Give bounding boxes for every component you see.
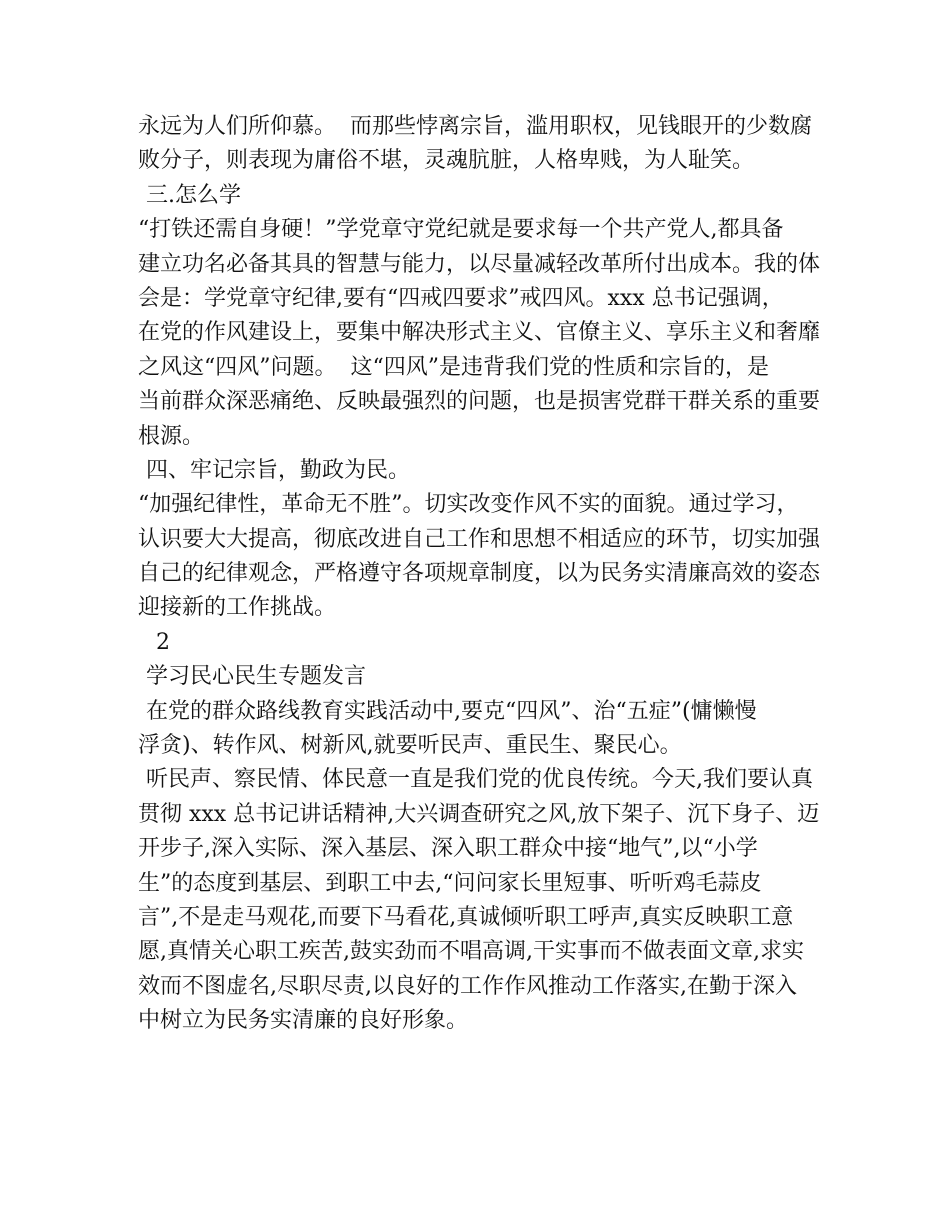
text-line: 根源。	[138, 423, 205, 449]
section-number: 2	[156, 629, 170, 655]
text-line: 建立功名必备其具的智慧与能力，以尽量减轻改革所付出成本。我的体	[138, 251, 821, 277]
section-heading-4: 四、牢记宗旨，勤政为民。	[146, 457, 411, 483]
text-line: 听民声、察民情、体民意一直是我们党的优良传统。今天,我们要认真	[146, 767, 813, 793]
text-line: 当前群众深恶痛绝、反映最强烈的问题，也是损害党群干群关系的重要	[138, 389, 821, 415]
text-line: 浮贪)、转作风、树新风,就要听民声、重民生、聚民心。	[138, 733, 682, 759]
text-line: 贯彻 xxx 总书记讲话精神,大兴调查研究之风,放下架子、沉下身子、迈	[138, 801, 820, 827]
text-line: 迎接新的工作挑战。	[138, 595, 337, 621]
text-line: 会是：学党章守纪律,要有“四戒四要求”戒四风。xxx 总书记强调，	[138, 285, 784, 311]
text-line: 认识要大大提高，彻底改进自己工作和思想不相适应的环节，切实加强	[138, 526, 821, 552]
text-line: 愿,真情关心职工疾苦,鼓实劲而不唱高调,干实事而不做表面文章,求实	[138, 939, 804, 965]
text-line: 败分子，则表现为庸俗不堪，灵魂肮脏，人格卑贱，为人耻笑。	[138, 148, 755, 174]
article-title: 学习民心民生专题发言	[146, 664, 367, 690]
text-line: 在党的群众路线教育实践活动中,要克“四风”、治“五症”(慵懒慢	[146, 698, 757, 724]
text-line: 效而不图虚名,尽职尽责,以良好的工作作风推动工作落实,在勤于深入	[138, 973, 797, 999]
text-line: 言”,不是走马观花,而要下马看花,真诚倾听职工呼声,真实反映职工意	[138, 904, 794, 930]
text-line: “加强纪律性，革命无不胜”。切实改变作风不实的面貌。通过学习，	[138, 492, 799, 518]
text-line: 生”的态度到基层、到职工中去,“问问家长里短事、听听鸡毛蒜皮	[138, 870, 762, 896]
text-line: 之风这“四风”问题。 这“四风”是违背我们党的性质和宗旨的，是	[138, 354, 769, 380]
section-heading-3: 三.怎么学	[146, 182, 241, 208]
text-line: 在党的作风建设上，要集中解决形式主义、官僚主义、享乐主义和奢靡	[138, 320, 821, 346]
document-body	[138, 110, 828, 1039]
text-line: 自己的纪律观念，严格遵守各项规章制度，以为民务实清廉高效的姿态	[138, 561, 821, 587]
text-line: “打铁还需自身硬！”学党章守党纪就是要求每一个共产党人,都具备	[138, 217, 784, 243]
text-line: 开步子,深入实际、深入基层、深入职工群众中接“地气”,以“小学	[138, 836, 758, 862]
text-line: 永远为人们所仰慕。 而那些悖离宗旨，滥用职权，见钱眼开的少数腐	[138, 114, 812, 139]
text-line: 中树立为民务实清廉的良好形象。	[138, 1008, 469, 1034]
